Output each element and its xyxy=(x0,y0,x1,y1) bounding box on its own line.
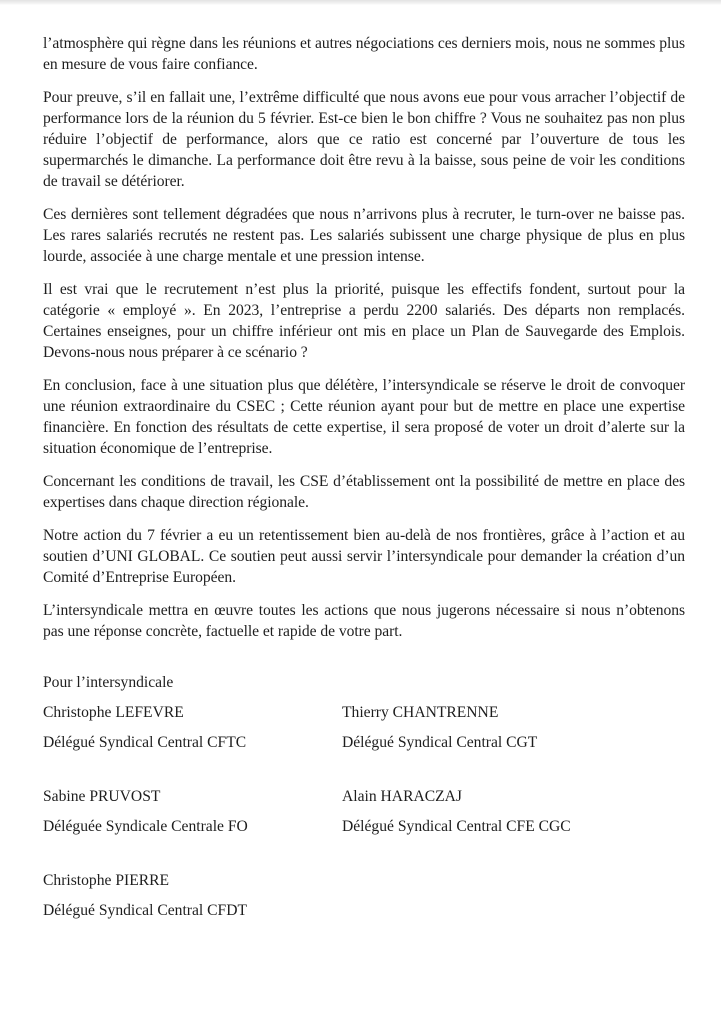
paragraph-actions: L’intersyndicale mettra en œuvre toutes les actions que nous jugerons nécessaire si nous n’obtenons pas une réponse concrète, factuelle et rapide de votre part. xyxy=(43,602,685,640)
signatory-title: Délégué Syndical Central CFE CGC xyxy=(342,818,571,835)
signature-row xyxy=(43,870,683,921)
signatory-title: Délégué Syndical Central CFDT xyxy=(43,902,247,919)
signature-intro: Pour l’intersyndicale xyxy=(43,674,174,691)
signatory-name: Alain HARACZAJ xyxy=(342,788,462,805)
signature-block-cfe-cgc xyxy=(342,786,641,837)
signatory-name: Thierry CHANTRENNE xyxy=(342,704,499,721)
paragraph-uni-global: Notre action du 7 février a eu un retentissement bien au-delà de nos frontières, grâce à l’action et au soutien d’UNI GLOBAL. Ce soutien peut aussi servir l’intersyndicale pour demander la création d’un Comité d’Entreprise Européen. xyxy=(43,527,685,586)
signatory-title: Délégué Syndical Central CGT xyxy=(342,734,538,751)
signature-row xyxy=(43,786,683,837)
paragraph-recruitment: Il est vrai que le recrutement n’est plus la priorité, puisque les effectifs fondent, surtout pour la catégorie « employé ». En 2023, l’entreprise a perdu 2200 salariés. Des départs non remplacés. Certaines enseignes, pour un chiffre inférieur ont mis en place un Plan de Sauvegarde des Emplois. Devons-nous nous préparer à ce scénario ? xyxy=(43,281,685,361)
signature-section xyxy=(43,672,683,921)
paragraph-cse-expertise: Concernant les conditions de travail, les CSE d’établissement ont la possibilité de mettre en place des expertises dans chaque direction régionale. xyxy=(43,473,685,511)
paragraph-confidence: l’atmosphère qui règne dans les réunions et autres négociations ces derniers mois, nous ne sommes plus en mesure de vous faire confiance. xyxy=(43,35,685,73)
scan-edge xyxy=(0,0,721,5)
signature-block-fo xyxy=(43,786,342,837)
paragraph-conclusion: En conclusion, face à une situation plus que délétère, l’intersyndicale se réserve le droit de convoquer une réunion extraordinaire du CSEC ; Cette réunion ayant pour but de mettre en place une expertise financière. En fonction des résultats de cette expertise, il sera proposé de voter un droit d’alerte sur la situation économique de l’entreprise. xyxy=(43,377,685,457)
paragraph-working-conditions: Ces dernières sont tellement dégradées que nous n’arrivons plus à recruter, le turn-over ne baisse pas. Les rares salariés recrutés ne restent pas. Les salariés subissent une charge physique de plus en plus lourde, associée à une charge mentale et une pression intense. xyxy=(43,206,685,265)
signatory-title: Délégué Syndical Central CFTC xyxy=(43,734,247,751)
signatory-name: Christophe PIERRE xyxy=(43,872,170,889)
signatory-name: Sabine PRUVOST xyxy=(43,788,161,805)
signature-row xyxy=(43,702,683,753)
signature-block-cftc xyxy=(43,702,342,753)
paragraph-performance: Pour preuve, s’il en fallait une, l’extrême difficulté que nous avons eue pour vous arracher l’objectif de performance lors de la réunion du 5 février. Est-ce bien le bon chiffre ? Vous ne souhaitez pas non plus réduire l’objectif de performance, alors que ce ratio est concerné par l’ouverture de tous les supermarchés le dimanche. La performance doit être revu à la baisse, sous peine de voir les conditions de travail se détériorer. xyxy=(43,89,685,190)
letter-body xyxy=(43,33,685,642)
signature-block-cfdt xyxy=(43,870,342,921)
signatory-title: Déléguée Syndicale Centrale FO xyxy=(43,818,248,835)
signatory-name: Christophe LEFEVRE xyxy=(43,704,184,721)
signature-block-cgt xyxy=(342,702,641,753)
